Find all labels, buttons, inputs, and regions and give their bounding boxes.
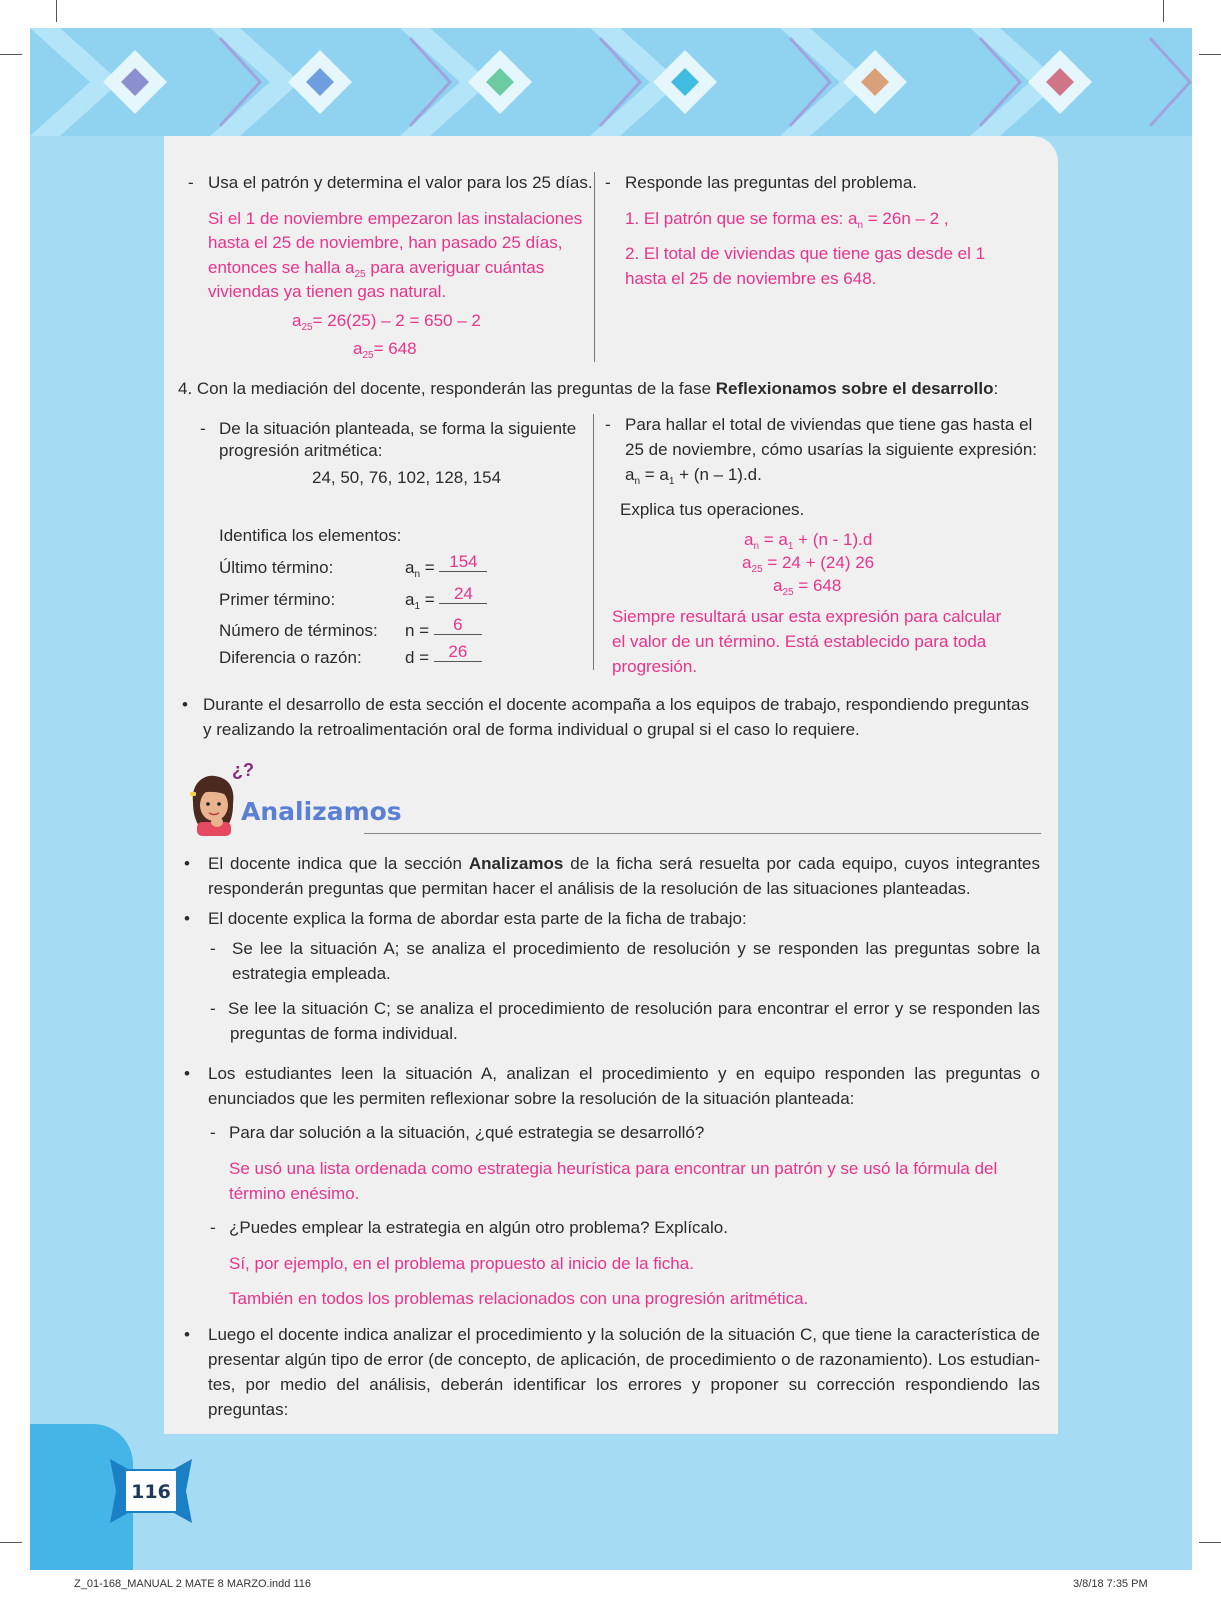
b1-dot: • <box>184 854 190 873</box>
row-last-value: $a_n = 154$ <box>405 555 487 580</box>
left2-line-2: progresión aritmética: <box>219 441 383 460</box>
item-4: 4. Con la mediación del docente, responderán las preguntas de la fase Reflexionamos sobre el desarrollo: <box>178 379 999 398</box>
bullet-dev-dot: • <box>182 695 188 714</box>
calc-line-3: $a_{25} = 648$ <box>773 576 842 598</box>
row-last-label: Último término: <box>219 558 334 577</box>
b3-line-2: enunciados que les permiten reflexionar sobre la resolución de la situación planteada: <box>208 1089 855 1108</box>
a1-line-1: Se usó una lista ordenada como estrategia heurística para encontrar un patrón y se usó la fórmula del <box>229 1159 998 1178</box>
q1-dash: - <box>210 1123 216 1142</box>
section-rule <box>364 833 1041 834</box>
explain-label: Explica tus operaciones. <box>620 500 805 519</box>
row-first-value: $a_1 = 24$ <box>405 587 487 612</box>
b2-sub2-line-1: Se lee la situación C; se analiza el procedimiento de resolución para encontrar el error y se responden las <box>228 999 1040 1018</box>
b1-line-1: El docente indica que la sección Analizamos de la ficha será resuelta por cada equipo, cuyos integrantes <box>208 854 1040 873</box>
q2-dash: - <box>210 1218 216 1237</box>
formula: $a_n = a_1 + (n - 1).d$. <box>625 465 762 487</box>
b2-dot: • <box>184 909 190 928</box>
left2-dash: - <box>200 419 206 438</box>
b2-sub2-dash: - <box>210 999 216 1018</box>
right2-line-2: 25 de noviembre, cómo usarías la siguiente expresión: <box>625 440 1038 459</box>
row-count-label: Número de términos: <box>219 621 378 640</box>
right-answer-2-line-1: 2. El total de viviendas que tiene gas desde el 1 <box>625 244 986 263</box>
identify-label: Identifica los elementos: <box>219 526 402 545</box>
right-dash: - <box>605 173 611 192</box>
b2-text: El docente explica la forma de abordar esta parte de la ficha de trabajo: <box>208 909 747 928</box>
a1-line-2: término enésimo. <box>229 1184 360 1203</box>
b2-sub1-line-2: estrategia empleada. <box>232 964 391 983</box>
section-title: Analizamos <box>241 797 402 826</box>
row-first-label: Primer término: <box>219 590 336 609</box>
left-answer-line-4: viviendas ya tienen gas natural. <box>208 282 447 301</box>
b4-line-3: tes, por medio del análisis, deberán identificar los errores y proponer su corrección respondiendo las preguntas: <box>208 1375 1040 1419</box>
equation-2: $a_{25}= 648$ <box>353 339 417 361</box>
row-count-value: n = 6 <box>405 618 482 643</box>
conclusion-line-1: Siempre resultará usar esta expresión para calcular <box>612 607 1002 626</box>
b4-line-1: Luego el docente indica analizar el procedimiento y la solución de la situación C, que tiene la característica de <box>208 1325 1040 1344</box>
q1-text: Para dar solución a la situación, ¿qué estrategia se desarrolló? <box>229 1123 705 1142</box>
b1-line-2: responderán preguntas que permitan hacer el análisis de la resolución de las situaciones planteadas. <box>208 879 971 898</box>
left-instruction: Usa el patrón y determina el valor para los 25 días. <box>208 173 593 192</box>
right-answer-1: 1. El patrón que se forma es: $a_n = 26n - 2$ , <box>625 209 949 231</box>
question-mark-label: ¿? <box>232 760 254 780</box>
column-divider-bottom <box>593 414 594 670</box>
left2-line-1: De la situación planteada, se forma la siguiente <box>219 419 577 438</box>
row-diff-label: Diferencia o razón: <box>219 648 362 667</box>
right2-line-1: Para hallar el total de viviendas que tiene gas hasta el <box>625 415 1033 434</box>
calc-line-2: $a_{25} = 24 + (24)$ 26 <box>742 553 875 575</box>
right-instruction: Responde las preguntas del problema. <box>625 173 918 192</box>
column-divider-top <box>594 172 595 362</box>
b2-sub2-line-2: preguntas de forma individual. <box>230 1024 458 1043</box>
bullet-dev-line-2: y realizando la retroalimentación oral de forma individual o grupal si el caso lo requiere. <box>203 720 860 739</box>
equation-1: $a_{25}= 26(25) - 2 = 650 - 2$ <box>292 311 481 333</box>
sequence: 24, 50, 76, 102, 128, 154 <box>312 468 502 487</box>
a2-line-1: Sí, por ejemplo, en el problema propuesto al inicio de la ficha. <box>229 1254 694 1273</box>
b3-dot: • <box>184 1064 190 1083</box>
conclusion-line-2: el valor de un término. Está establecido para toda <box>612 632 987 651</box>
b4-line-2: presentar algún tipo de error (de concepto, de aplicación, de procedimiento o de razonamiento). Los estudian- <box>208 1350 1040 1369</box>
a2-line-2: También en todos los problemas relacionados con una progresión aritmética. <box>229 1289 809 1308</box>
footer-date: 3/8/18 7:35 PM <box>1073 1578 1148 1590</box>
calc-line-1: $a_n = a_1 + (n - 1).d$ <box>744 530 873 552</box>
b2-sub1-line-1: Se lee la situación A; se analiza el procedimiento de resolución y se responden las preguntas sobre la <box>232 939 1040 958</box>
decorative-banner <box>30 28 1192 136</box>
row-diff-value: d = 26 <box>405 645 482 670</box>
b2-sub1-dash: - <box>210 939 216 958</box>
b4-dot: • <box>184 1325 190 1344</box>
bullet-dev-line-1: Durante el desarrollo de esta sección el docente acompaña a los equipos de trabajo, respondiendo preguntas <box>203 695 1029 714</box>
left-answer-line-3: entonces se halla $a_{25}$ para averiguar cuántas <box>208 258 545 280</box>
q2-text: ¿Puedes emplear la estrategia en algún otro problema? Explícalo. <box>229 1218 728 1237</box>
left-answer-line-2: hasta el 25 de noviembre, han pasado 25 días, <box>208 233 563 252</box>
page-number: 116 <box>131 1481 171 1503</box>
left-dash: - <box>188 173 194 192</box>
conclusion-line-3: progresión. <box>612 657 698 676</box>
footer-file: Z_01-168_MANUAL 2 MATE 8 MARZO.indd 116 <box>74 1578 312 1590</box>
b3-line-1: Los estudiantes leen la situación A, analizan el procedimiento y en equipo responden las preguntas o <box>208 1064 1040 1083</box>
left-answer-line-1: Si el 1 de noviembre empezaron las instalaciones <box>208 209 583 228</box>
banner-pattern-icon <box>30 28 1192 136</box>
right-answer-2-line-2: hasta el 25 de noviembre es 648. <box>625 269 877 288</box>
right2-dash: - <box>605 415 611 434</box>
